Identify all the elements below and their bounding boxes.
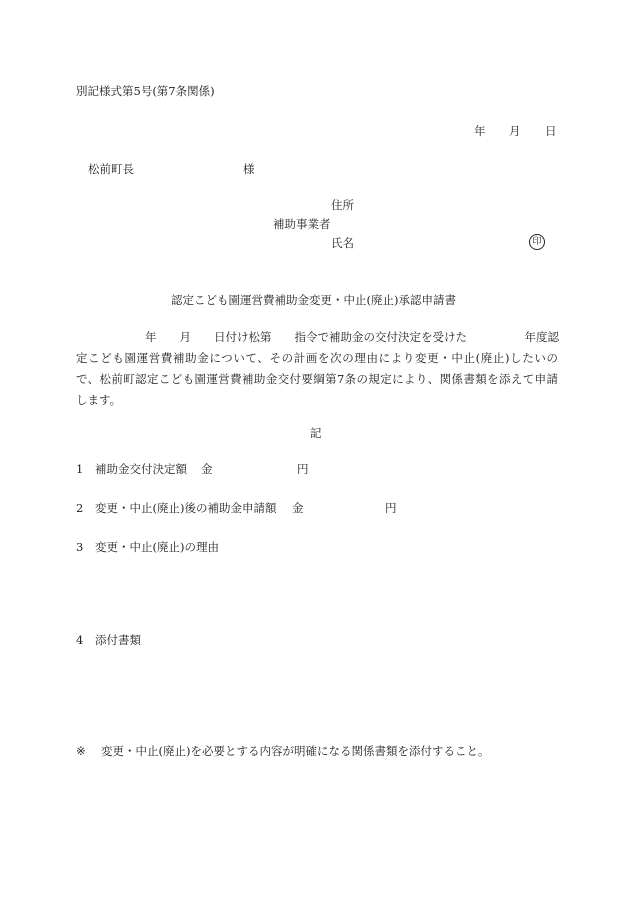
amount-prefix: 金 [201, 462, 213, 476]
amount-unit: 円 [385, 501, 397, 515]
item-number: 4 [76, 633, 84, 647]
item-number: 3 [76, 540, 84, 554]
document-title: 認定こども園運営費補助金変更・中止(廃止)承認申請書 [171, 293, 456, 307]
note-text: 変更・中止(廃止)を必要とする内容が明確になる関係書類を添付すること。 [101, 744, 490, 758]
date-month-label: 月 [509, 124, 521, 138]
item-number: 1 [76, 462, 84, 476]
amount-unit: 円 [297, 462, 309, 476]
body-line: 年 月 日付け松第 指令で補助金の交付決定を受けた 年度認 [76, 330, 559, 344]
item-label: 補助金交付決定額 [95, 462, 187, 476]
item-label: 変更・中止(廃止)後の補助金申請額 [95, 501, 277, 515]
item-label: 変更・中止(廃止)の理由 [95, 540, 219, 554]
note-mark: ※ [76, 744, 86, 758]
ki-heading: 記 [310, 426, 322, 440]
seal-mark: 印 [529, 234, 545, 250]
item-label: 添付書類 [95, 633, 141, 647]
body-line: で、松前町認定こども園運営費補助金交付要綱第7条の規定により、関係書類を添えて申請 [76, 372, 558, 386]
date-year-label: 年 [474, 124, 486, 138]
form-label: 別記様式第5号(第7条関係) [76, 84, 215, 98]
addressee-honorific: 様 [243, 162, 255, 176]
applicant-role-label: 補助事業者 [273, 217, 331, 231]
body-paragraph [76, 327, 558, 411]
body-line: します。 [76, 393, 122, 407]
amount-prefix: 金 [292, 501, 304, 515]
addressee-name: 松前町長 [88, 162, 134, 176]
applicant-name-label: 氏名 [331, 236, 354, 250]
applicant-address-label: 住所 [331, 198, 354, 212]
date-day-label: 日 [545, 124, 557, 138]
body-line: 定こども園運営費補助金について、その計画を次の理由により変更・中止(廃止)したいの [76, 351, 558, 365]
item-number: 2 [76, 501, 84, 515]
